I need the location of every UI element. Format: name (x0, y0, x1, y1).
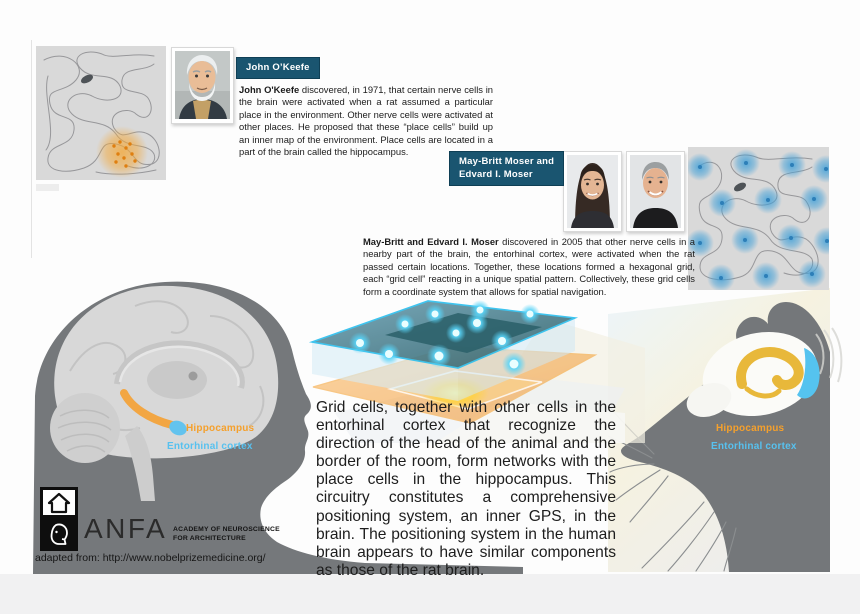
okeefe-paragraph-rest: discovered, in 1971, that certain nerve cells in the brain were activated when a rat assumed a particular place in the environment. Other nerve cells were activated at other places. He proposed that these “place cells” build up an inner map of the environment. Place cells are located in a part of the brain called the hippocampus. (239, 84, 493, 158)
caption-placeholder (36, 184, 59, 191)
okeefe-name-label: John O’Keefe (236, 57, 320, 79)
anfa-org-name (173, 525, 280, 543)
place-cell-maze-figure (36, 46, 166, 180)
source-credit: adapted from: http://www.nobelprizemedicine.org/ (35, 552, 266, 564)
okeefe-paragraph (239, 84, 493, 158)
place-field-glow (96, 126, 148, 178)
left-divider-line (31, 40, 32, 258)
mosers-name-label (449, 151, 564, 186)
house-icon (46, 492, 72, 514)
human-entorhinal-label: Entorhinal cortex (167, 441, 253, 452)
footer-strip (0, 574, 860, 614)
anfa-acronym: ANFA (84, 513, 168, 544)
mosers-name-label-line1: May-Britt Moser and (459, 156, 555, 167)
thalamus (147, 361, 207, 399)
mosers-name-label-line2: Edvard I. Moser (459, 168, 533, 180)
mosers-paragraph-lead: May-Britt and Edvard I. Moser (363, 236, 499, 247)
summary-paragraph: Grid cells, together with other cells in the entorhinal cortex that recognize the direction of the head of the animal and the border of the room, form networks with the place cells in the hippocampus. This circuitry constitutes a comprehensive positioning system, an inner GPS, in the brain. The positioning system in the human brain appears to have similar components as those of the rat brain. (316, 399, 616, 579)
portrait-may-britt-moser (563, 151, 622, 232)
anfa-head-logo-box (40, 518, 78, 551)
grid-cell-maze-figure (688, 147, 829, 290)
rat-entorhinal-label: Entorhinal cortex (711, 441, 797, 452)
anfa-house-logo-box (40, 487, 78, 518)
okeefe-paragraph-lead: John O'Keefe (239, 84, 300, 95)
mosers-paragraph-rest: discovered in 2005 that other nerve cells in a nearby part of the brain, the entorhinal cortex, were activated when the rat passed certain locations. Together, these locations formed a hexagonal grid, each “grid cell” reacting in a unique spatial pattern. Collectively, these grid cells form a coordinate system that allows for spatial navigation. (363, 236, 695, 297)
head-profile-icon (47, 522, 71, 548)
mosers-paragraph (363, 236, 695, 298)
human-hippocampus-label: Hippocampus (186, 423, 255, 434)
anfa-org-line1: ACADEMY OF NEUROSCIENCE (173, 526, 280, 533)
portrait-edvard-moser (626, 151, 685, 232)
portrait-john-okeefe (171, 47, 234, 124)
rat-hippocampus-label: Hippocampus (716, 423, 785, 434)
pineal-dot (189, 372, 198, 381)
anfa-org-line2: FOR ARCHITECTURE (173, 535, 246, 542)
